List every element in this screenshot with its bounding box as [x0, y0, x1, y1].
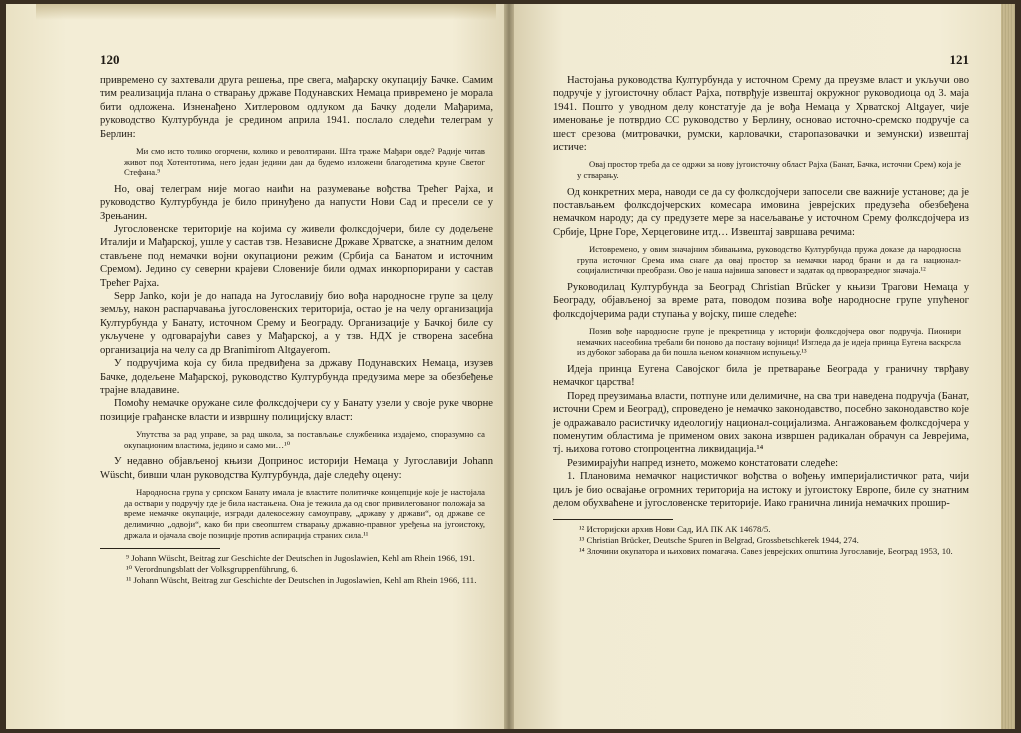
paragraph: Резимирајући напред изнето, можемо констатовати следеће: [567, 457, 839, 469]
block-quote: Овај простор треба да се одржи за нову југоисточну област Рајха (Банат, Бачка, источни Срем) која је у стварању. [577, 159, 961, 181]
footnote: ¹⁰ Verordnungsblatt der Volksgruppenführung, 6. [126, 564, 298, 575]
right-page [513, 4, 1015, 729]
footnote: ⁹ Johann Wüscht, Beitrag zur Geschichte der Deutschen in Jugoslawien, Kehl am Rhein 1966, 191. [126, 553, 475, 564]
paragraph: Помоћу немачке оружане силе фолксдојчери су у Банату узели у своје руке чворне позиције грађанске власти и извршну полицијску власт: [100, 398, 493, 423]
left-page [6, 4, 513, 729]
paragraph: Југословенске територије на којима су живели фолксдојчери, биле су додељене Италији и Мађарској, ушле у састав тзв. Независне Државе Хрватске, а знатним делом стављене под немачки војни окупациони режим (Србија са Банатом и источним Сремом). Једино су северни крајеви Словеније били одмах инкорпорирани у састав Трећег Рајха. [100, 224, 493, 289]
page-edge [1001, 4, 1015, 729]
footnote-rule [553, 519, 673, 520]
footnote: ¹³ Christian Brücker, Deutsche Spuren in Belgrad, Grossbetschkerek 1944, 274. [579, 534, 859, 545]
right-page-number: 121 [949, 52, 969, 67]
left-page-number: 120 [100, 52, 120, 67]
block-quote: Истовремено, у овим значајним збивањима, руководство Културбунда пружа доказе да народносна група источног Срема има снаге да овај простор за немачки народ брани и да га национал-социјалистички преобрази. Ово је наша највиша заповест и задатак од првоpазредног значаја.¹² [577, 244, 961, 276]
paragraph: Поред преузимања власти, потпуне или делимичне, на сва три наведена подручја (Банат, источни Срем и Београд), спроведено је немачко законодавство, посебно законодавство које је одражавало расистичку идеологију национал-социјализма. Ангажовањем фолксдојчера у поменутим областима је применом ових закона извршен радикалан обрачун са Јеврејима, тј. њихова готово стопроцентна ликвидација.¹⁴ [553, 390, 969, 456]
page-stain [36, 4, 496, 20]
paragraph: Идеја принца Еугена Савојског била је претварање Београда у граничну тврђаву немачког царства! [553, 364, 969, 389]
paragraph: Настојања руководства Културбунда у источном Срему да преузме власт и укључи ово подручје у југоисточну област Рајха, потврђује извештај окружног руководиоца од 3. маја 1941. Пошто у уводном делу констатује да је вођа Немаца у Хрватској Altgayer, чије именовање је потврдио СС руководство у Берлину, основао источно-сремско подручје са шест срезова (митровачки, румски, карловачки, старопазовачки и земунски) извештај истиче: [553, 75, 969, 154]
paragraph: Но, овај телеграм није могао наићи на разумевање вођства Трећег Рајха, и руководство Културбунда је било принуђено да напусти Нови Сад и пресели се у Зрењанин. [100, 183, 493, 222]
paragraph: Руководилац Културбунда за Београд Christian Brücker у књизи Трагови Немаца у Београду, објављеној за време рата, поводом позива вође народносне групе упућеног фолксдојчерима ради ступања у војску, пише следеће: [553, 282, 969, 320]
block-quote: Упутства за рад управе, за рад школа, за постављање службеника издајемо, споразумно са окупационим властима, једино и само ми…¹⁰ [124, 429, 485, 450]
paragraph: У недавно објављеној књизи Допринос историји Немаца у Југославији Johann Wüscht, бивши члан руководства Културбунда, даје следећу оцену: [100, 456, 493, 481]
footnote: ¹¹ Johann Wüscht, Beitrag zur Geschichte der Deutschen in Jugoslawien, Kehl am Rhein 1966, 111. [126, 575, 477, 586]
paragraph: Од конкретних мера, наводи се да су фолксдојчери запосели све важније установе; да је постављањем фолксдојчерских комесара имовина јеврејских предузећа обезбеђена немачком народу; да су предузете мере за насељавање у источном Срему фолксдојчера из Србије, Црне Горе, Херцеговине итд… Извештај завршава речима: [553, 186, 969, 238]
footnote: ¹⁴ Злочини окупатора и њихових помагача. Савез јеврејских општина Југославије, Београд 1953, 10. [579, 545, 953, 556]
paragraph: 1. Плановима немачког нацистичког вођства о вођењу империјалистичког рата, чији циљ је био освајање огромних територија на истоку и југоистоку Европе, биле су знатним делом обухваћене и југословенске територије. Иако гранична линија немачких прошир- [553, 471, 969, 510]
paragraph: привремено су захтевали друга решења, пре свега, мађарску окупацију Бачке. Самим тим реализација плана о стварању државе Подунавских Немаца привремено је морала бити одложена. Изненађено Хитлеровом одлуком да Бачку додели Мађарима, руководство Културбунда је средином априла 1941. послало следећи телеграм у Берлин: [100, 75, 493, 140]
block-quote: Народносна група у српском Банату имала је властите политичке концепције које је настојала да оствари у подручју где је била настањена. Она је тежила да од свог привилегованог положаја за време немачке окупације, изгради далекосежну самоуправу, „државу у држави“, од државе се делимично „одвоји“, како би при свеопштем стварању државно-правног уређења на југоистоку, држала и ојачала своје позиције против аспирација страних сила.¹¹ [124, 487, 485, 540]
book-gutter [504, 4, 514, 729]
paragraph: У подручјима која су била предвиђена за државу Подунавских Немаца, изузев Бачке, додељене Мађарској, руководство Културбунда предузима мере за обезбеђење трајне владавине. [100, 358, 493, 396]
footnote: ¹² Историјски архив Нови Сад, ИА ПК АК 14678/5. [579, 523, 771, 534]
paragraph: Sepp Janko, који је до напада на Југославију био вођа народносне групе за целу земљу, након распарчавања југословенских територија, остао је на челу организација Културбунда у Банату, источном Срему и Београду. Организације у Бачкој биле су укључене у одговарајући савез у Мађарској, а у тзв. НДХ је створена засебна организација на челу са др Branimirom Altgayerom. [100, 291, 493, 356]
block-quote: Позив вође народносне групе је прекретница у историји фолксдојчера овог подручја. Пионири немачких насеобина требали би поново да постану војници! Изгледа да је идеја принца Еугена васкрсла из дубоког заборава да би пошла њеном коначном испуњењу.¹³ [577, 326, 961, 358]
block-quote: Ми смо исто толико огорчени, колико и револтирани. Шта траже Мађари овде? Радије читав живот под Хотентотима, него један једини дан да будемо изложени благодетима круне Светог Стефана.⁹ [124, 146, 485, 178]
footnote-rule [100, 548, 220, 549]
